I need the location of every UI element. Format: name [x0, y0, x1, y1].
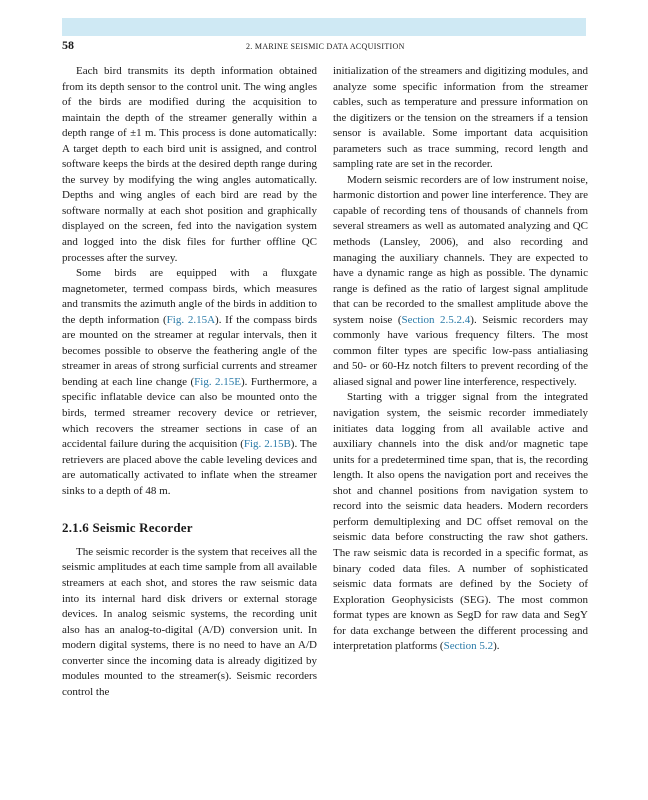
- text-run: ).: [493, 640, 500, 653]
- paragraph: [333, 390, 588, 654]
- right-column: [333, 64, 588, 655]
- figure-link[interactable]: Fig. 2.15E: [194, 375, 242, 388]
- text-run: ). Furthermore, a specific inflatable device can also be mounted onto the birds, termed streamer recovery device or retriever, which recovers the streamer sections in case of an accidental failure during the acquisition (: [62, 375, 317, 451]
- paragraph: The seismic recorder is the system that receives all the seismic amplitudes at each time sample from all available streamers at each shot, and stores the raw seismic data into its internal hard disk drivers or external storage devices. In analog seismic systems, the recording unit also has an analog-to-digital (A/D) conversion unit. In modern digital systems, there is no need to have an A/D converter since the incoming data is already digitized by modules mounted to the streamer(s). Seismic recorders control the: [62, 545, 317, 698]
- figure-link[interactable]: Fig. 2.15A: [166, 313, 216, 326]
- text-run: Modern seismic recorders are of low instrument noise, harmonic distortion and power line interference. They are capable of recording tens of thousands of channels from several streamers as well as automated analyzing and QC methods (Lansley, 2006), and also recording and managing the auxiliary channels. They are expected to have a dynamic range as high as possible. The dynamic range is defined as the ratio of largest signal amplitude that can be recorded to the smallest amplitude above the system noise (: [333, 173, 588, 326]
- text-run: ). Seismic recorders may commonly have various frequency filters. The most common filter types are specific low-pass antialiasing and 50- or 60-Hz notch filters to prevent recording of the aliased signal and power line interference, respectively.: [333, 313, 588, 388]
- text-run: ). If the compass birds are mounted on the streamer at regular intervals, then it becomes possible to observe the feathering angle of the streamer in areas of strong surficial currents and streamer bending at each line change (: [62, 313, 318, 388]
- running-head: 2. MARINE SEISMIC DATA ACQUISITION: [246, 42, 405, 51]
- section-link[interactable]: Section 2.5.2.4: [401, 313, 471, 326]
- paragraph: [62, 266, 317, 499]
- paragraph: Each bird transmits its depth information obtained from its depth sensor to the control unit. The wing angles of the birds are modified during the acquisition to maintain the depth of the streamer generally within a depth range of ±1 m. This process is done automatically: A target depth to each bird unit is assigned, and control software keeps the birds at the desired depth range during the survey by modifying the wing angles automatically. Depths and wing angles of each bird are read by the software normally at each shot position and graphically displayed on the screen, fed into the navigation system and logged into the disk files for further offline QC processes after the survey.: [62, 65, 317, 264]
- text-run: Starting with a trigger signal from the integrated navigation system, the seismic recorder immediately initiates data logging from all available active and auxiliary channels into the disk and/or magnetic tape units for a predetermined time span, that is, the recording length. It also opens the navigation port and receives the shot and channel positions from navigation system to record into the seismic data headers. Modern recorders perform demultiplexing and DC offset removal on the seismic data before constructing the raw shot gathers. The raw seismic data is recorded in a specific format, as binary coded data files. A number of sophisticated seismic data formats are defined by the Society of Exploration Geophysicists (SEG). The most common format types are known as SegD for raw data and SegY for data exchange between the different processing and interpretation platforms (: [333, 391, 588, 653]
- section-heading: 2.1.6 Seismic Recorder: [62, 520, 193, 536]
- left-column: [62, 64, 317, 700]
- text-run: Some birds are equipped with a fluxgate magnetometer, termed compass birds, which measures and transmits the azimuth angle of the birds in addition to the depth information (: [62, 267, 317, 326]
- paragraph: initialization of the streamers and digitizing modules, and analyze some specific information from the streamer cables, such as temperature and pressure information on the digitizers or the tension on the streamers if a tension sensor is available. Some important data acquisition parameters such as trace summing, record length and sampling rate are set in the recorder.: [333, 65, 588, 171]
- paragraph: [333, 173, 588, 391]
- figure-link[interactable]: Fig. 2.15B: [243, 438, 291, 451]
- page-number: 58: [62, 38, 74, 52]
- section-link[interactable]: Section 5.2: [443, 640, 494, 653]
- text-run: ). The retrievers are placed above the cable leveling devices and are automatically activated to inflate when the streamer sinks to a depth of 48 m.: [62, 438, 318, 497]
- header-band: [62, 18, 586, 36]
